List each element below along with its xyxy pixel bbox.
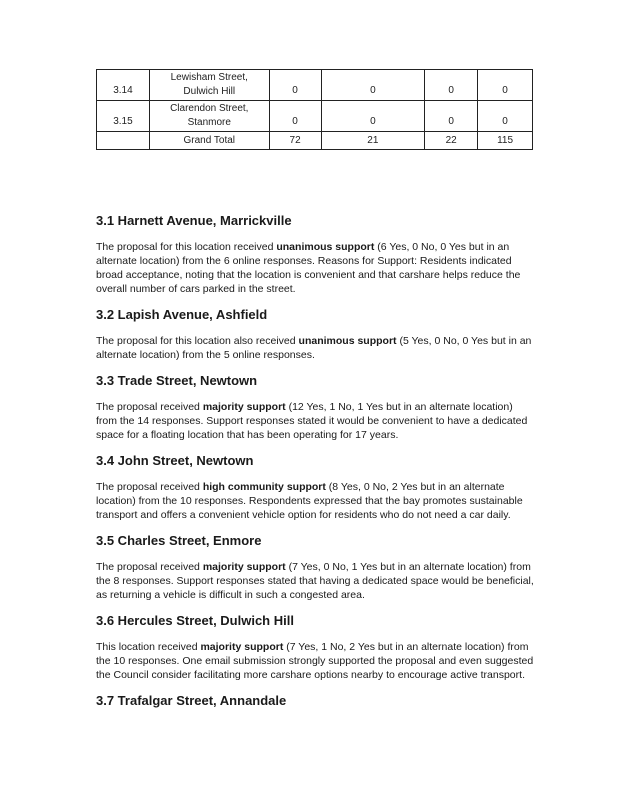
- total-empty-cell: [97, 132, 150, 150]
- section-heading: 3.5 Charles Street, Enmore: [96, 533, 262, 548]
- section-paragraph: The proposal for this location also received unanimous support (5 Yes, 0 No, 0 Yes but in an alternate location) from the 5 online responses.: [96, 335, 532, 361]
- section-paragraph: This location received majority support (7 Yes, 1 No, 2 Yes but in an alternate location) from the 10 responses. One email submission strongly supported the proposal and even suggested the Council consider facilitating more carshare options nearby to encourage active transport.: [96, 641, 534, 681]
- row-location: Clarendon Street, Stanmore: [149, 101, 269, 132]
- row-yes: 0: [269, 101, 321, 132]
- section-paragraph: The proposal received high community support (8 Yes, 0 No, 2 Yes but in an alternate location) from the 10 responses. Respondents expressed that the bay promotes sustainable transport and offers a convenient vehicle option for residents who do not need a car daily.: [96, 481, 523, 521]
- row-id: 3.15: [97, 101, 150, 132]
- row-no: 0: [321, 101, 425, 132]
- total-label: Grand Total: [149, 132, 269, 150]
- row-alternate: 0: [425, 70, 478, 101]
- row-yes: 0: [269, 70, 321, 101]
- total-sum: 115: [478, 132, 533, 150]
- row-id: 3.14: [97, 70, 150, 101]
- row-location: Lewisham Street, Dulwich Hill: [149, 70, 269, 101]
- section-heading: 3.2 Lapish Avenue, Ashfield: [96, 307, 268, 322]
- row-total: 0: [478, 70, 533, 101]
- section-heading: 3.6 Hercules Street, Dulwich Hill: [96, 613, 294, 628]
- total-alternate: 22: [425, 132, 478, 150]
- section-heading: 3.7 Trafalgar Street, Annandale: [96, 693, 287, 708]
- section-paragraph: The proposal received majority support (12 Yes, 1 No, 1 Yes but in an alternate location) from the 14 responses. Support responses stated it would be convenient to have a dedicated space for a floating location that has been operating for 17 years.: [96, 401, 528, 441]
- row-alternate: 0: [425, 101, 478, 132]
- results-table: [96, 69, 533, 150]
- table-row: [97, 70, 533, 101]
- row-total: 0: [478, 101, 533, 132]
- total-no: 21: [321, 132, 425, 150]
- table-row: [97, 101, 533, 132]
- section-paragraph: The proposal for this location received unanimous support (6 Yes, 0 No, 0 Yes but in an alternate location) from the 6 online responses. Reasons for Support: Residents indicated broad acceptance, noting that the location is convenient and that carshare helps reduce the overall number of cars parked in the street.: [96, 241, 521, 295]
- total-yes: 72: [269, 132, 321, 150]
- section-heading: 3.4 John Street, Newtown: [96, 453, 254, 468]
- section-paragraph: The proposal received majority support (7 Yes, 0 No, 1 Yes but in an alternate location) from the 8 responses. Support responses stated that having a dedicated space would be beneficial, as returning a vehicle is difficult in such a congested area.: [96, 561, 534, 601]
- section-heading: 3.1 Harnett Avenue, Marrickville: [96, 213, 292, 228]
- grand-total-row: [97, 132, 533, 150]
- section-heading: 3.3 Trade Street, Newtown: [96, 373, 258, 388]
- row-no: 0: [321, 70, 425, 101]
- sections-content: [96, 212, 536, 720]
